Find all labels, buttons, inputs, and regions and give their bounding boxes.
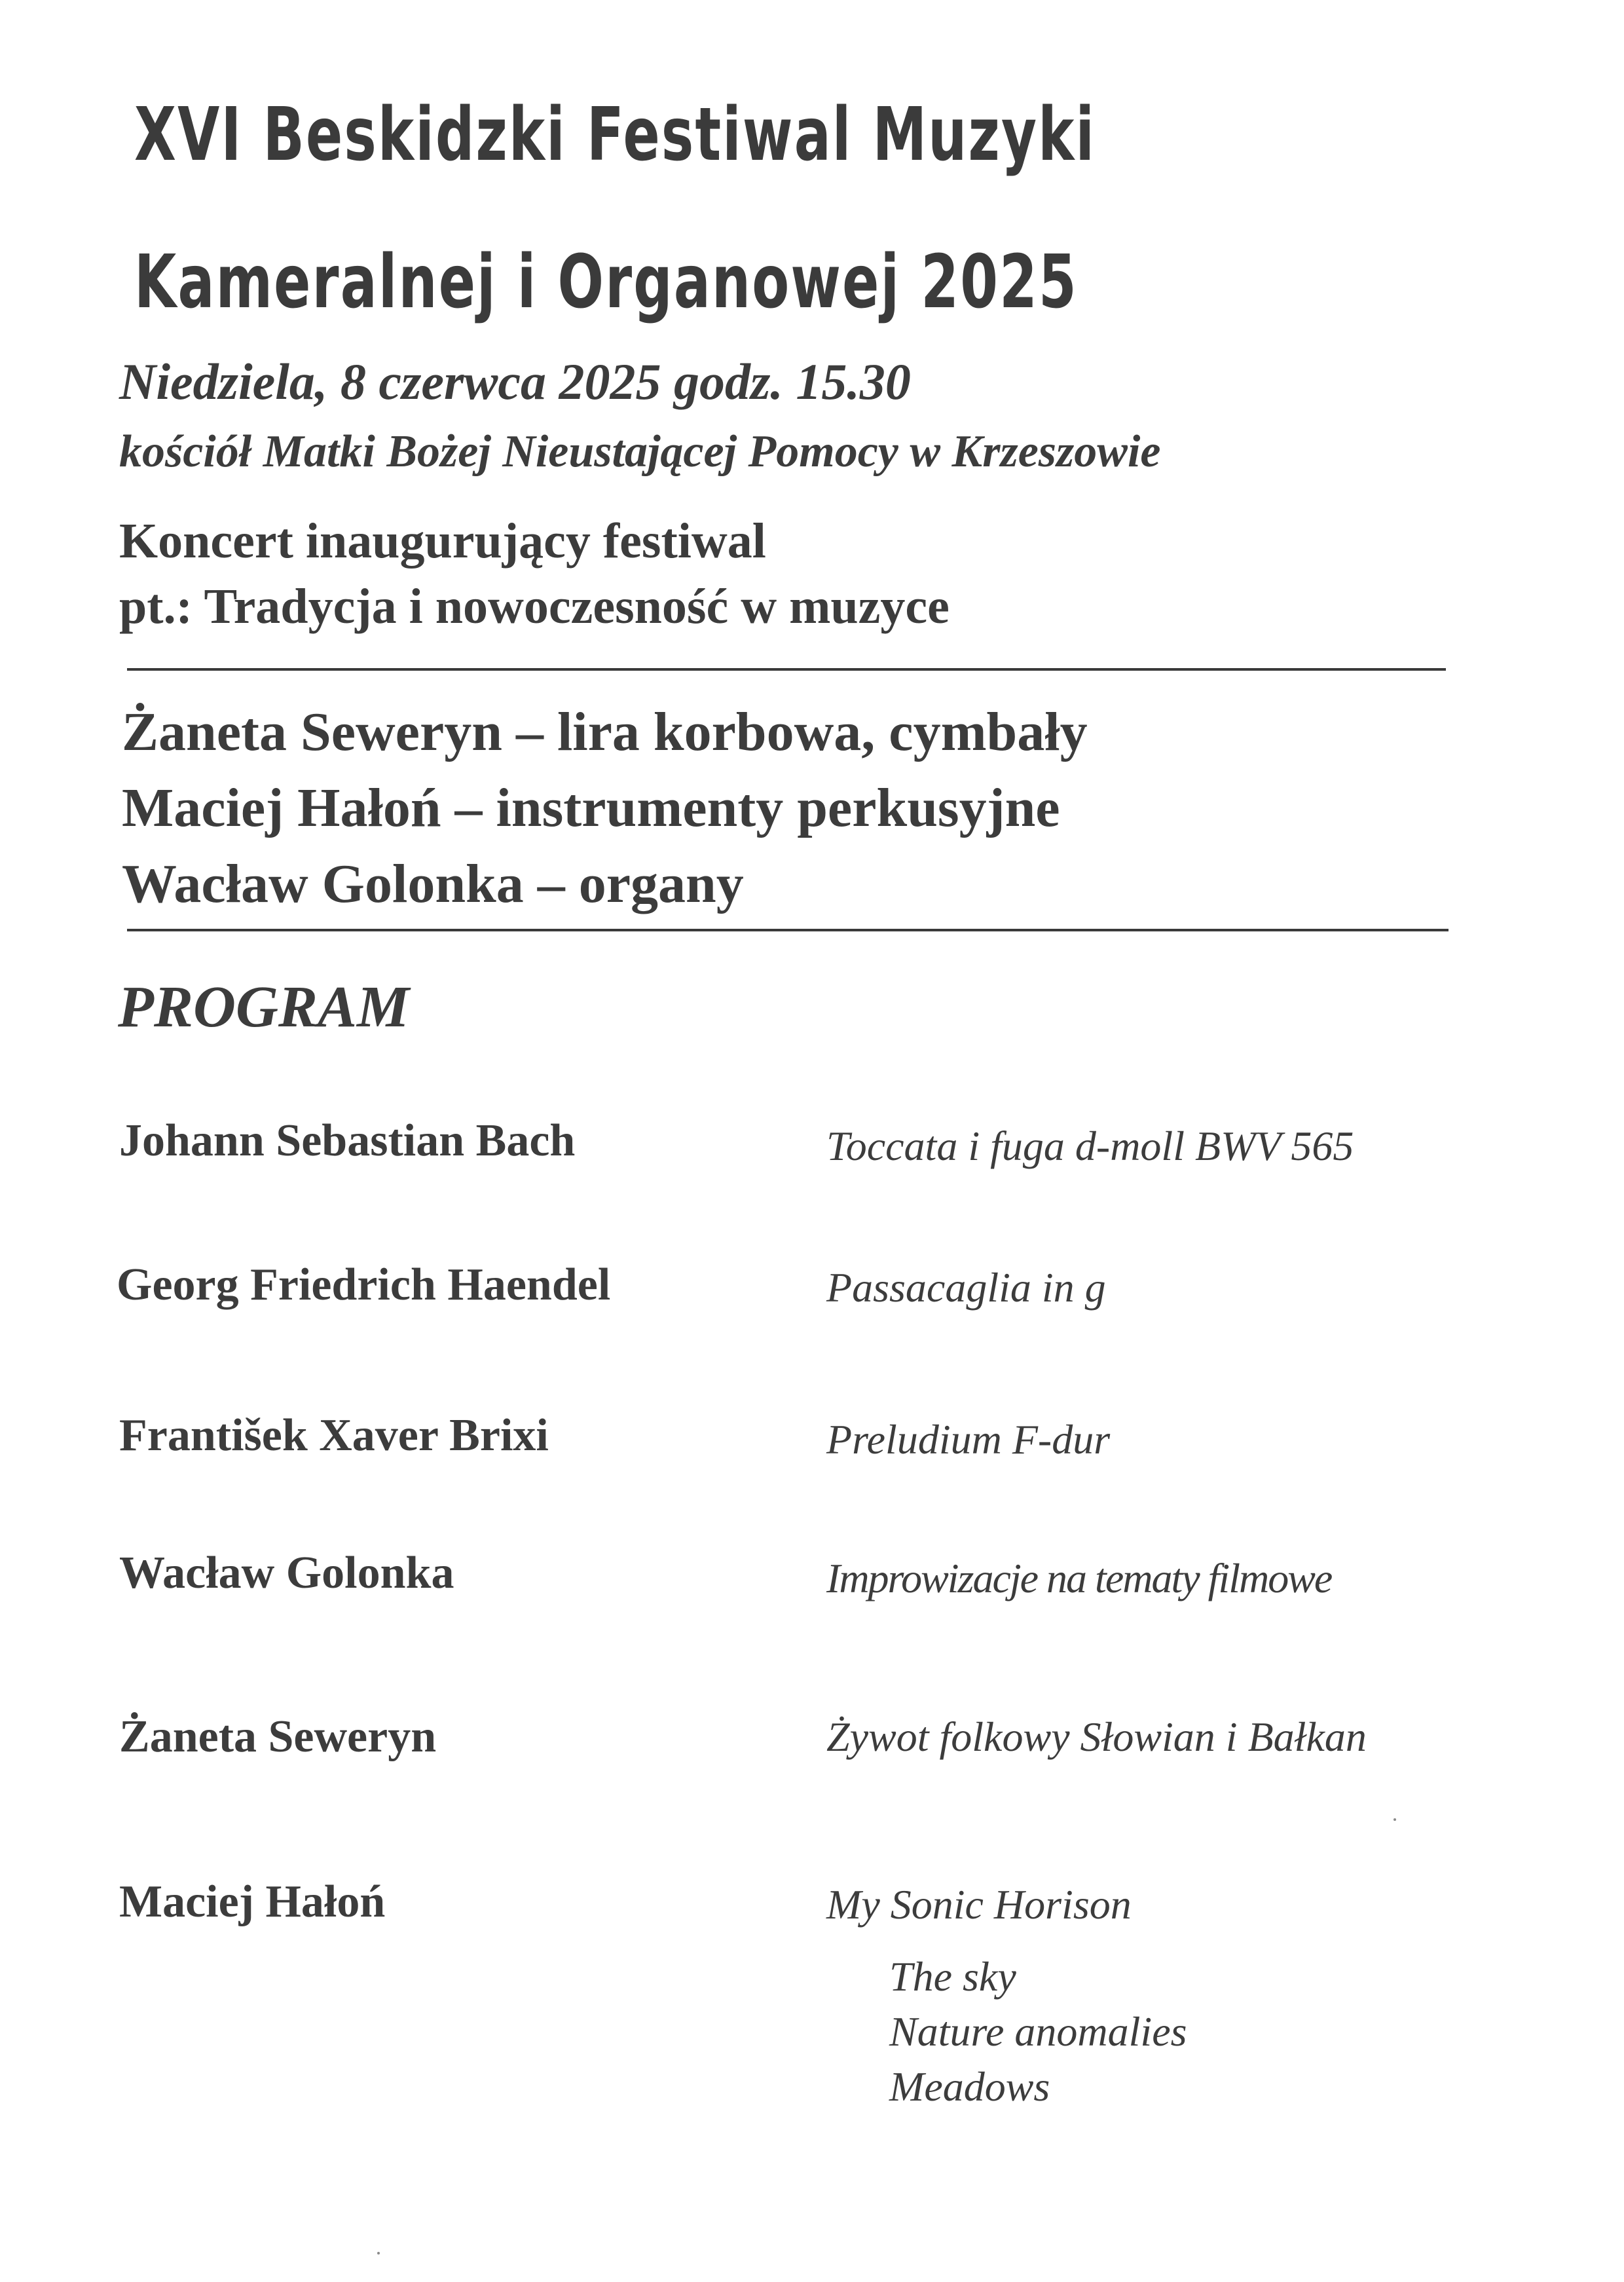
divider-bottom (127, 929, 1449, 931)
program-heading: PROGRAM (118, 975, 410, 1039)
program-work: Preludium F-dur (826, 1416, 1111, 1463)
scan-speck (377, 2252, 380, 2254)
program-work: Passacaglia in g (826, 1264, 1106, 1311)
program-work: Żywot folkowy Słowian i Bałkan (826, 1713, 1367, 1760)
program-composer: Maciej Hałoń (119, 1877, 386, 1927)
program-composer: Żaneta Seweryn (119, 1712, 437, 1762)
program-composer: Georg Friedrich Haendel (117, 1260, 611, 1310)
program-work: Improwizacje na tematy filmowe (826, 1555, 1332, 1601)
concert-description-line-2: pt.: Tradycja i nowoczesność w muzyce (119, 579, 950, 634)
date-line: Niedziela, 8 czerwca 2025 godz. 15.30 (119, 353, 911, 410)
performer-line: Wacław Golonka – organy (122, 853, 744, 914)
program-movement: The sky (889, 1953, 1016, 2000)
venue-line: kościół Matki Bożej Nieustającej Pomocy w Krzeszowie (119, 426, 1161, 477)
program-work: Toccata i fuga d-moll BWV 565 (826, 1123, 1354, 1169)
festival-title-line-1: XVI Beskidzki Festiwal Muzyki (134, 92, 1096, 178)
program-composer: František Xaver Brixi (119, 1410, 549, 1461)
performer-line: Maciej Hałoń – instrumenty perkusyjne (122, 777, 1060, 838)
program-movement: Nature anomalies (889, 2008, 1187, 2055)
program-movement: Meadows (889, 2063, 1050, 2110)
concert-description-line-1: Koncert inaugurujący festiwal (119, 514, 766, 569)
program-composer: Johann Sebastian Bach (119, 1115, 576, 1166)
performer-line: Żaneta Seweryn – lira korbowa, cymbały (122, 701, 1088, 762)
festival-title-line-2: Kameralnej i Organowej 2025 (134, 240, 1078, 325)
scan-speck (1393, 1818, 1396, 1821)
divider-top (127, 668, 1446, 671)
program-composer: Wacław Golonka (119, 1548, 454, 1598)
program-work: My Sonic Horison (826, 1881, 1132, 1928)
